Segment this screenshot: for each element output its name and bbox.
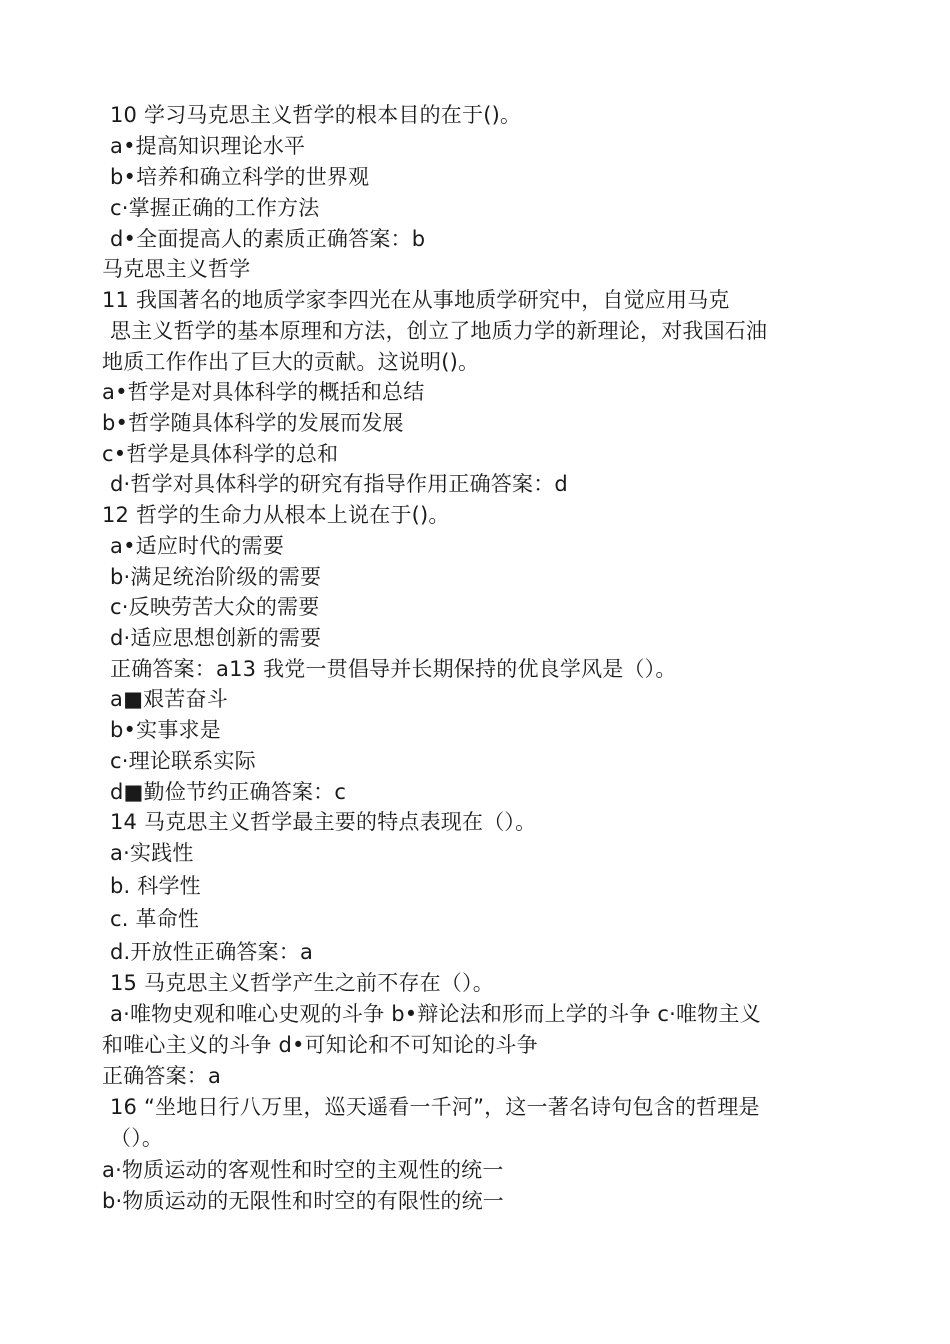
question-12-stem: 12 哲学的生命力从根本上说在于()。 bbox=[102, 503, 450, 527]
question-11-stem-line-1: 11 我国著名的地质学家李四光在从事地质学研究中，自觉应用马克 bbox=[102, 288, 730, 312]
question-14-stem: 14 马克思主义哲学最主要的特点表现在（）。 bbox=[110, 810, 537, 834]
question-14-option-c: c. 革命性 bbox=[110, 907, 200, 931]
question-13-option-d-answer: d■勤俭节约正确答案：c bbox=[110, 780, 347, 804]
question-11-option-b: b•哲学随具体科学的发展而发展 bbox=[102, 411, 404, 435]
question-15-answer: 正确答案：a bbox=[102, 1064, 222, 1088]
question-11-stem-line-2: 思主义哲学的基本原理和方法，创立了地质力学的新理论，对我国石油 bbox=[110, 319, 768, 343]
question-14-option-b: b. 科学性 bbox=[110, 874, 201, 898]
question-15-stem: 15 马克思主义哲学产生之前不存在（）。 bbox=[110, 971, 494, 995]
question-13-option-b: b•实事求是 bbox=[110, 718, 221, 742]
question-15-options-line-1: a·唯物史观和唯心史观的斗争 b•辩论法和形而上学的斗争 c·唯物主义 bbox=[110, 1002, 761, 1026]
question-10-option-d-answer: d•全面提高人的素质正确答案：b bbox=[110, 227, 426, 251]
question-13-option-c: c·理论联系实际 bbox=[110, 749, 256, 773]
question-10-stem: 10 学习马克思主义哲学的根本目的在于()。 bbox=[110, 103, 522, 127]
question-16-option-b: b·物质运动的无限性和时空的有限性的统一 bbox=[102, 1189, 505, 1213]
question-16-option-a: a·物质运动的客观性和时空的主观性的统一 bbox=[102, 1158, 504, 1182]
question-11-option-d-answer: d·哲学对具体科学的研究有指导作用正确答案：d bbox=[110, 472, 568, 496]
question-15-options-line-2: 和唯心主义的斗争 d•可知论和不可知论的斗争 bbox=[102, 1033, 538, 1057]
question-12-option-b: b·满足统治阶级的需要 bbox=[110, 565, 322, 589]
section-heading: 马克思主义哲学 bbox=[102, 257, 251, 281]
question-12-option-a: a•适应时代的需要 bbox=[110, 534, 285, 558]
question-12-answer-question-13-stem: 正确答案：a13 我党一贯倡导并长期保持的优良学风是（）。 bbox=[110, 657, 677, 681]
question-10-option-c: c·掌握正确的工作方法 bbox=[110, 196, 320, 220]
question-14-option-a: a·实践性 bbox=[110, 841, 194, 865]
question-12-option-d: d·适应思想创新的需要 bbox=[110, 626, 322, 650]
question-10-option-a: a•提高知识理论水平 bbox=[110, 134, 306, 158]
question-12-option-c: c·反映劳苦大众的需要 bbox=[110, 595, 320, 619]
question-11-stem-line-3: 地质工作作出了巨大的贡献。这说明()。 bbox=[102, 350, 480, 374]
question-10-option-b: b•培养和确立科学的世界观 bbox=[110, 165, 370, 189]
question-16-stem-line-1: 16 “坐地日行八万里，巡天遥看一千河”，这一著名诗句包含的哲理是 bbox=[110, 1095, 760, 1119]
question-14-option-d-answer: d.开放性正确答案：a bbox=[110, 940, 314, 964]
question-13-option-a: a■艰苦奋斗 bbox=[110, 687, 228, 711]
question-16-stem-line-2: （）。 bbox=[110, 1126, 164, 1150]
question-11-option-a: a•哲学是对具体科学的概括和总结 bbox=[102, 380, 425, 404]
question-11-option-c: c•哲学是具体科学的总和 bbox=[102, 442, 339, 466]
